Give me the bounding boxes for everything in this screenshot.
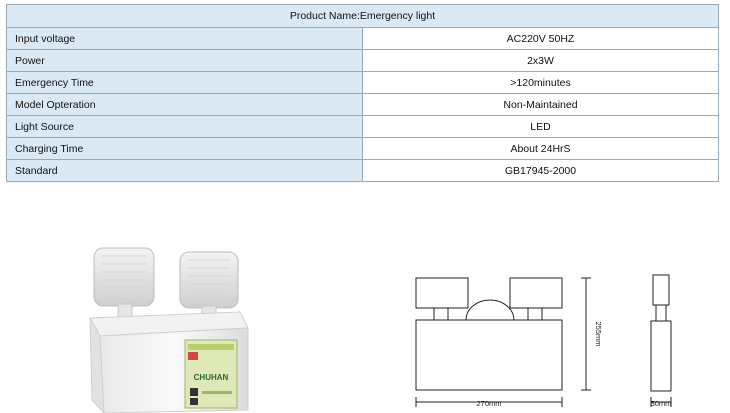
row-label: Model Opteration	[7, 94, 363, 116]
row-value: LED	[363, 116, 719, 138]
height-dimension-label: 255mm	[594, 321, 603, 347]
row-value: 2x3W	[363, 50, 719, 72]
row-label: Standard	[7, 160, 363, 182]
product-photo	[80, 240, 250, 413]
spec-table	[6, 4, 719, 182]
width-dimension-label: 270mm	[476, 399, 502, 408]
depth-dimension-label: 50mm	[650, 399, 672, 408]
brand-label: CHUHAN	[193, 373, 229, 382]
table-row	[7, 94, 719, 116]
row-label: Emergency Time	[7, 72, 363, 94]
row-label: Light Source	[7, 116, 363, 138]
front-label-panel	[185, 340, 237, 408]
front-view	[416, 278, 591, 407]
table-row	[7, 72, 719, 94]
row-label: Input voltage	[7, 28, 363, 50]
row-label: Charging Time	[7, 138, 363, 160]
right-lamp-head	[180, 252, 238, 318]
table-row	[7, 28, 719, 50]
row-value: AC220V 50HZ	[363, 28, 719, 50]
table-row	[7, 138, 719, 160]
row-value: About 24HrS	[363, 138, 719, 160]
table-row	[7, 116, 719, 138]
row-value: >120minutes	[363, 72, 719, 94]
table-row	[7, 160, 719, 182]
row-value: Non-Maintained	[363, 94, 719, 116]
product-name-header: Product Name:Emergency light	[7, 5, 719, 28]
table-row	[7, 50, 719, 72]
row-value: GB17945-2000	[363, 160, 719, 182]
row-label: Power	[7, 50, 363, 72]
dimension-drawing	[400, 265, 690, 410]
side-view	[651, 275, 671, 407]
table-header-row	[7, 5, 719, 28]
left-lamp-head	[94, 248, 154, 318]
